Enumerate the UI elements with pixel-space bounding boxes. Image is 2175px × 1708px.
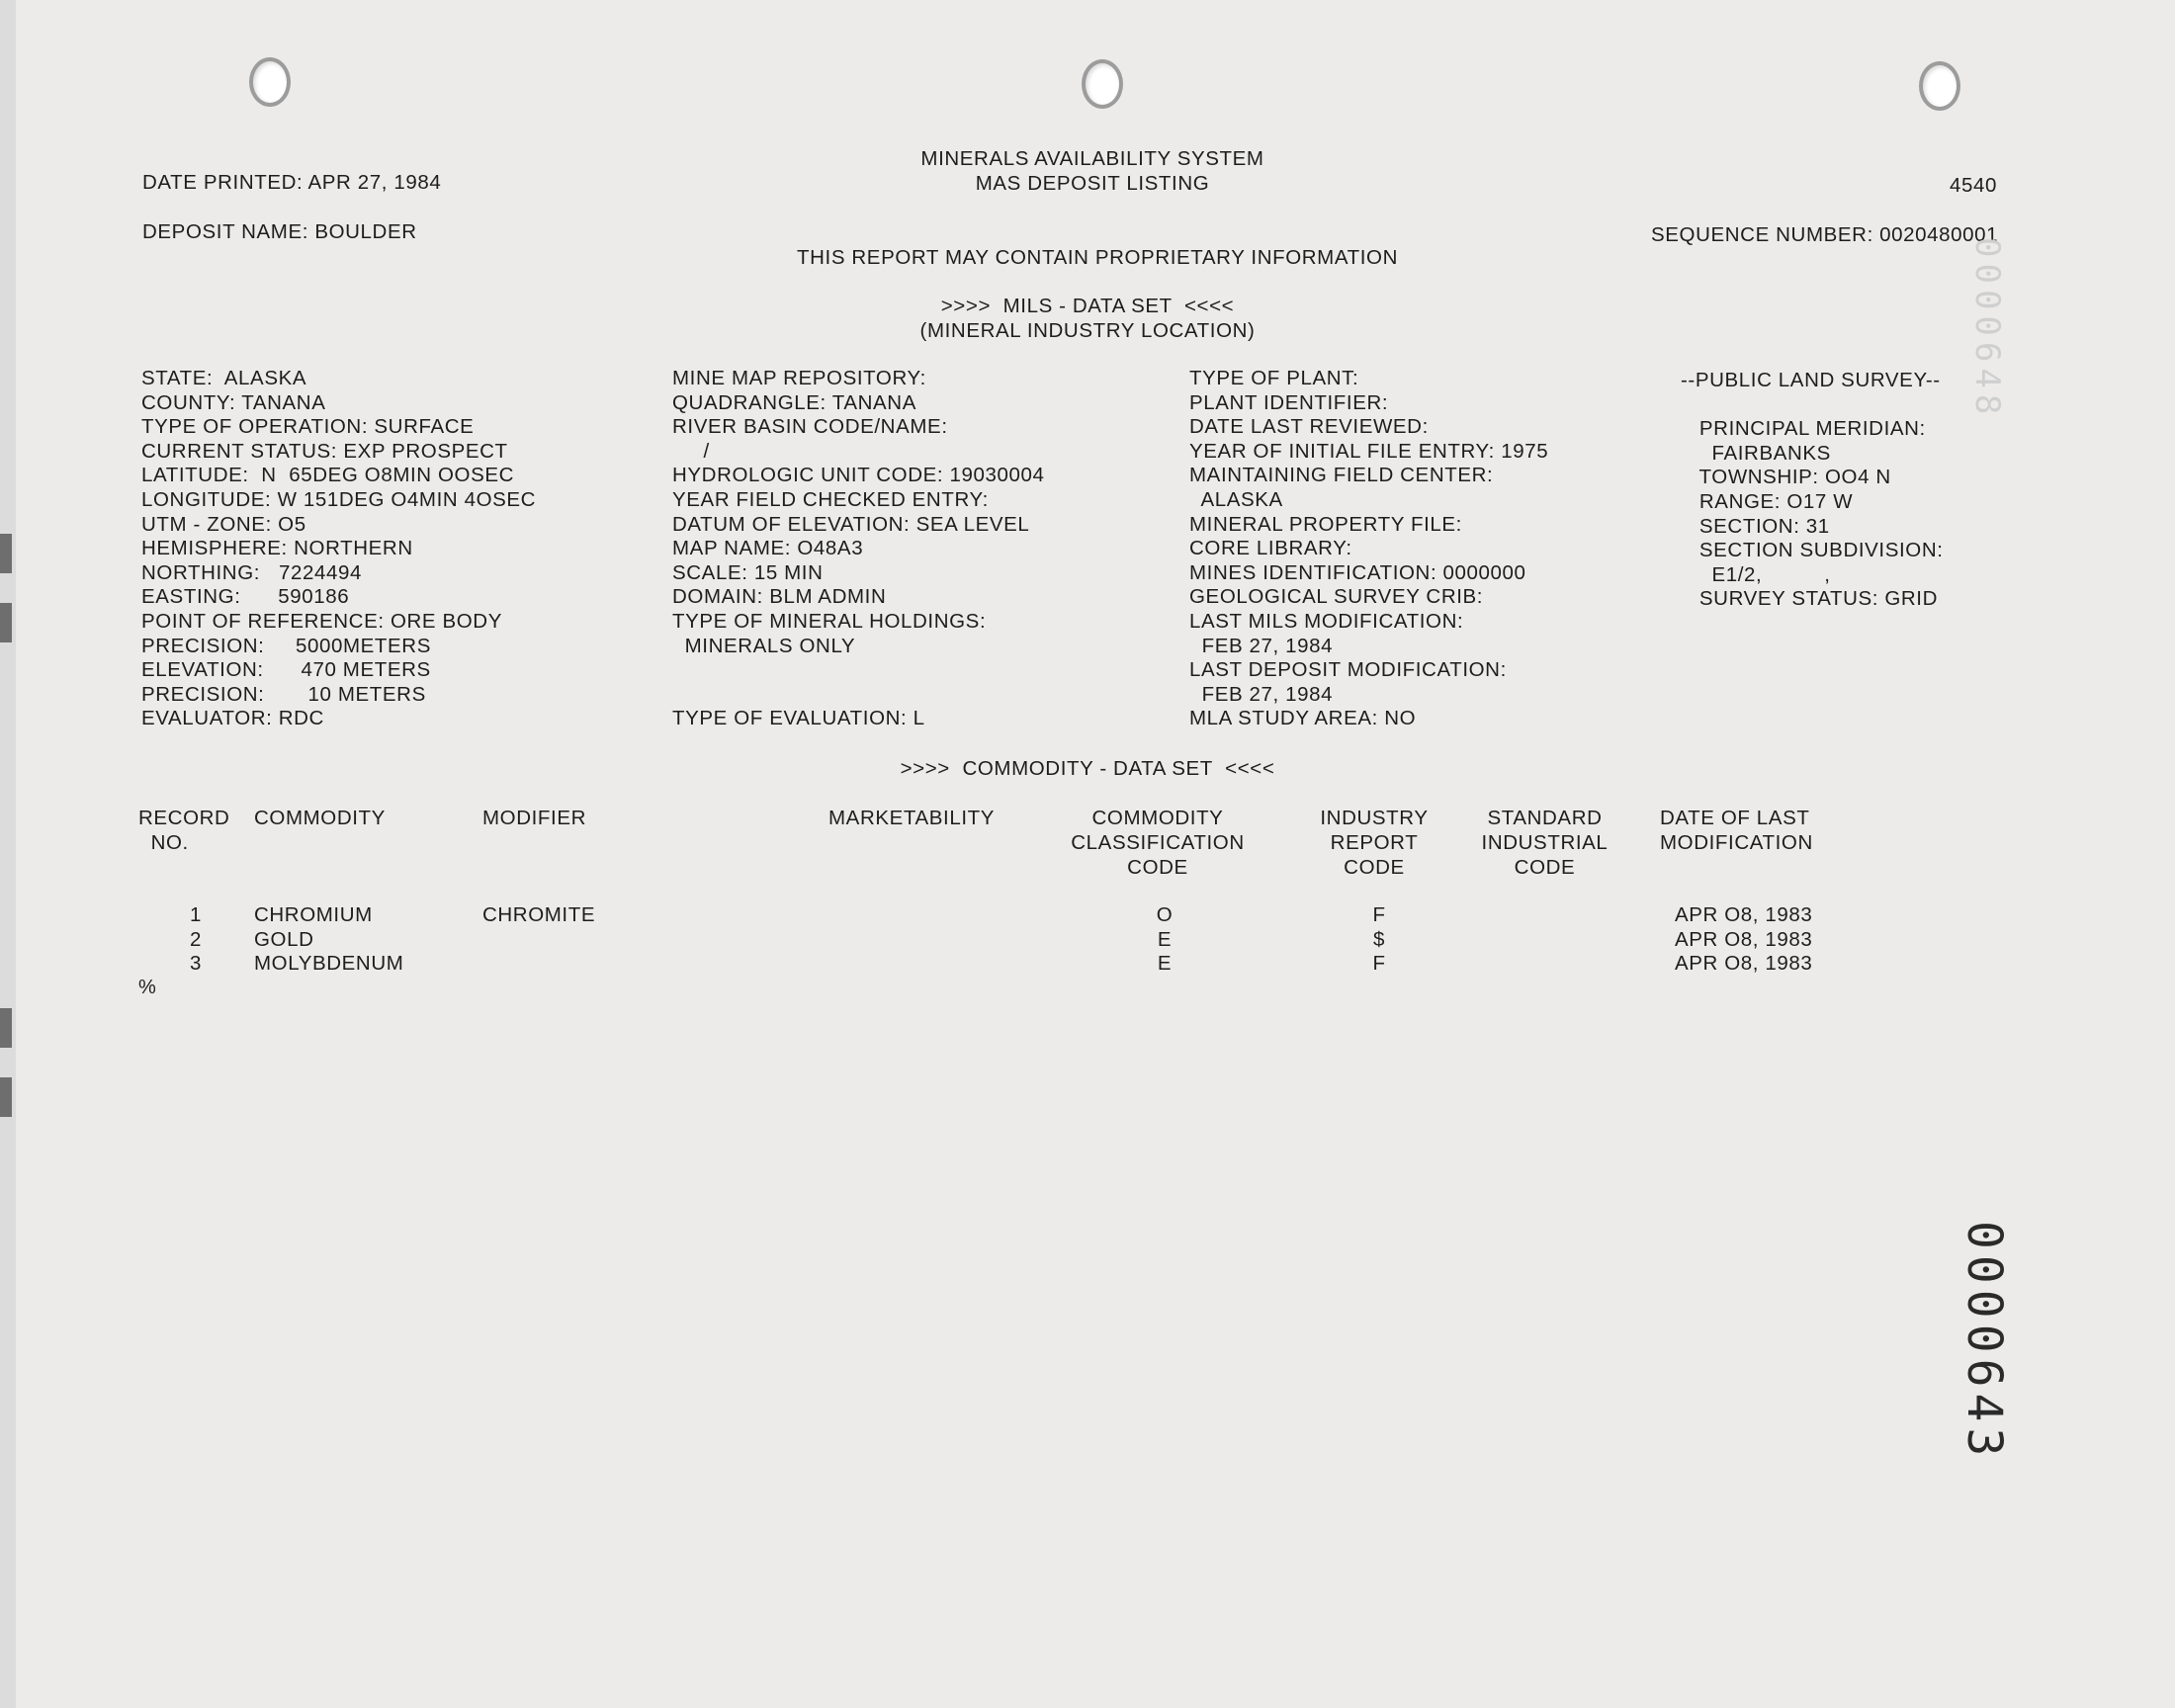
mils-field: SECTION: 31 [1681, 514, 1830, 538]
mils-field: HYDROLOGIC UNIT CODE: 19030004 [672, 464, 1045, 487]
proprietary-notice: THIS REPORT MAY CONTAIN PROPRIETARY INFORMATION [797, 246, 1398, 269]
mils-field: MLA STUDY AREA: NO [1189, 707, 1417, 730]
mils-field: TYPE OF MINERAL HOLDINGS: [672, 610, 987, 633]
mils-field: E1/2, , [1681, 562, 1831, 586]
table-row [0, 927, 2175, 952]
record-number: 1 [189, 903, 202, 926]
punch-hole [1919, 61, 1960, 111]
table-row [0, 951, 2175, 976]
modification-date: APR O8, 1983 [1675, 952, 1813, 975]
mils-field: / [672, 439, 710, 463]
modification-date: APR O8, 1983 [1675, 903, 1813, 926]
mils-field: MAP NAME: O48A3 [672, 537, 864, 560]
col-header-date: DATE OF LAST MODIFICATION [1660, 807, 1813, 854]
end-marker: % [138, 977, 156, 998]
faint-stamp: 0000648 [1967, 237, 2007, 421]
mils-field: FAIRBANKS [1681, 441, 1831, 465]
mils-field: DATUM OF ELEVATION: SEA LEVEL [672, 512, 1030, 536]
punch-hole [249, 57, 291, 107]
mils-field: FEB 27, 1984 [1189, 682, 1334, 706]
mils-subheading: (MINERAL INDUSTRY LOCATION) [919, 319, 1256, 342]
mils-field: NORTHING: 7224494 [141, 560, 362, 584]
system-title: MINERALS AVAILABILITY SYSTEM [920, 147, 1264, 170]
mils-field: PRINCIPAL MERIDIAN: [1681, 417, 1926, 441]
industry-code: F [1372, 903, 1386, 926]
mils-field: TYPE OF PLANT: [1189, 367, 1359, 389]
mils-field: STATE: ALASKA [141, 367, 307, 389]
mils-field: PRECISION: 10 METERS [141, 682, 426, 706]
table-row [0, 902, 2175, 927]
mils-field: ALASKA [1189, 488, 1283, 511]
mils-field: MINERALS ONLY [672, 634, 856, 657]
mils-field: TOWNSHIP: OO4 N [1681, 466, 1891, 489]
col-header-industry: INDUSTRY REPORT CODE [1320, 807, 1429, 879]
mils-field: LONGITUDE: W 151DEG O4MIN 4OSEC [141, 488, 537, 511]
mils-field: ELEVATION: 470 METERS [141, 658, 431, 682]
date-printed: DATE PRINTED: APR 27, 1984 [142, 171, 442, 194]
commodity-name: GOLD [254, 927, 314, 951]
col-header-commodity: COMMODITY [254, 807, 386, 829]
mils-field: RIVER BASIN CODE/NAME: [672, 415, 948, 439]
mils-field: UTM - ZONE: O5 [141, 512, 306, 536]
industry-code: F [1372, 952, 1386, 975]
fiche-number: 0000643 [1957, 1221, 2012, 1463]
industry-code: $ [1372, 927, 1385, 951]
record-number: 2 [189, 927, 202, 951]
col-header-record: RECORD NO. [138, 807, 230, 854]
col-header-classification: COMMODITY CLASSIFICATION CODE [1071, 807, 1245, 879]
mils-field: YEAR FIELD CHECKED ENTRY: [672, 488, 989, 511]
mils-field: DATE LAST REVIEWED: [1189, 415, 1429, 439]
mils-heading: >>>> MILS - DATA SET <<<< [940, 295, 1235, 317]
mils-field: HEMISPHERE: NORTHERN [141, 537, 413, 560]
deposit-name: DEPOSIT NAME: BOULDER [142, 220, 417, 243]
mils-field: LAST DEPOSIT MODIFICATION: [1189, 658, 1507, 682]
mils-field: RANGE: O17 W [1681, 490, 1854, 513]
classification-code: E [1157, 952, 1173, 975]
modification-date: APR O8, 1983 [1675, 927, 1813, 951]
mils-field: MAINTAINING FIELD CENTER: [1189, 464, 1494, 487]
classification-code: E [1157, 927, 1173, 951]
col-header-standard: STANDARD INDUSTRIAL CODE [1481, 807, 1609, 879]
commodity-name: CHROMIUM [254, 903, 373, 926]
mils-field: SECTION SUBDIVISION: [1681, 539, 1944, 562]
record-number: 3 [189, 952, 202, 975]
col-header-modifier: MODIFIER [482, 807, 587, 829]
mils-field: FEB 27, 1984 [1189, 634, 1334, 657]
mils-field: LATITUDE: N 65DEG O8MIN OOSEC [141, 464, 515, 487]
mils-field: MINERAL PROPERTY FILE: [1189, 512, 1462, 536]
mils-field: MINES IDENTIFICATION: 0000000 [1189, 560, 1526, 584]
scan-mark [0, 534, 12, 573]
punch-hole [1082, 59, 1123, 109]
mils-field: CORE LIBRARY: [1189, 537, 1352, 560]
mils-field: CURRENT STATUS: EXP PROSPECT [141, 439, 508, 463]
mils-field: EVALUATOR: RDC [141, 707, 324, 730]
mils-field: QUADRANGLE: TANANA [672, 390, 916, 414]
scan-mark [0, 1077, 12, 1117]
mils-field: --PUBLIC LAND SURVEY-- [1681, 369, 1941, 391]
sequence-number: SEQUENCE NUMBER: 0020480001 [1651, 223, 1999, 246]
page-number: 4540 [1949, 174, 1997, 197]
mils-field: TYPE OF OPERATION: SURFACE [141, 415, 475, 439]
commodity-heading: >>>> COMMODITY - DATA SET <<<< [900, 757, 1275, 780]
mils-field: TYPE OF EVALUATION: L [672, 707, 925, 730]
mils-field: LAST MILS MODIFICATION: [1189, 610, 1464, 633]
mils-field: POINT OF REFERENCE: ORE BODY [141, 610, 502, 633]
mils-field: EASTING: 590186 [141, 585, 350, 609]
mils-field: GEOLOGICAL SURVEY CRIB: [1189, 585, 1484, 609]
left-edge-strip [0, 0, 16, 1708]
mils-field: PRECISION: 5000METERS [141, 634, 431, 657]
scan-mark [0, 603, 12, 642]
mils-field: PLANT IDENTIFIER: [1189, 390, 1389, 414]
mils-field: SURVEY STATUS: GRID [1681, 587, 1939, 611]
col-header-marketability: MARKETABILITY [828, 807, 996, 829]
mils-field: DOMAIN: BLM ADMIN [672, 585, 887, 609]
mils-field: YEAR OF INITIAL FILE ENTRY: 1975 [1189, 439, 1549, 463]
commodity-modifier: CHROMITE [482, 903, 596, 926]
mils-field: SCALE: 15 MIN [672, 560, 824, 584]
scan-mark [0, 1008, 12, 1048]
commodity-name: MOLYBDENUM [254, 952, 404, 975]
classification-code: O [1156, 903, 1174, 926]
listing-title: MAS DEPOSIT LISTING [975, 172, 1210, 195]
mils-field: COUNTY: TANANA [141, 390, 326, 414]
mils-field: MINE MAP REPOSITORY: [672, 367, 926, 389]
